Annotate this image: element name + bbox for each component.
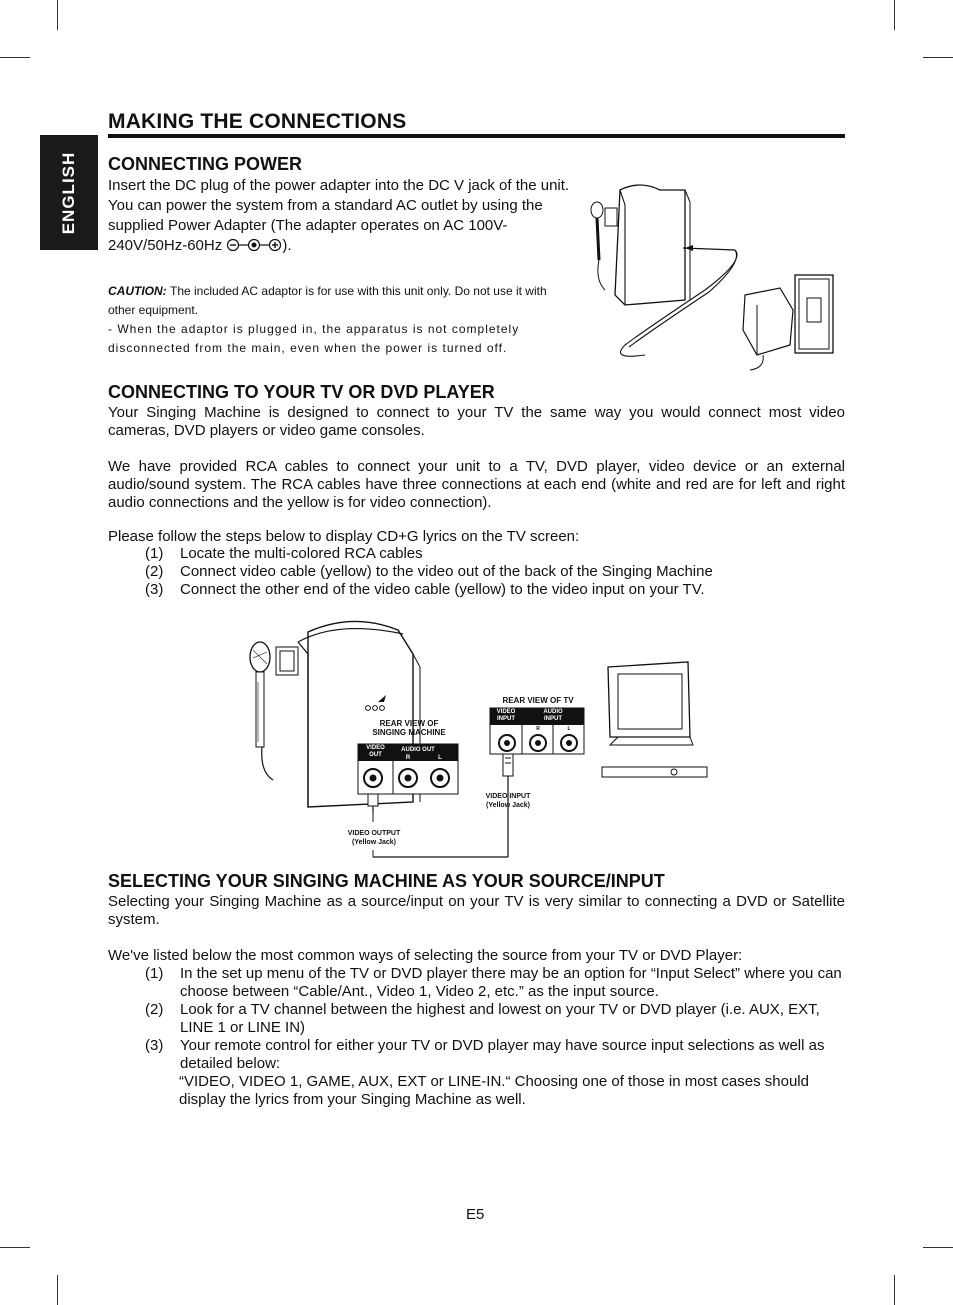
- audio-input-r: R: [536, 726, 540, 732]
- video-input-jack-line1: VIDEO INPUT: [485, 793, 531, 800]
- crop-mark: [923, 57, 953, 58]
- step-text: Locate the multi-colored RCA cables: [180, 545, 423, 562]
- rear-view-sm-label: [354, 719, 464, 737]
- rear-view-sm-line1: REAR VIEW OF: [379, 719, 439, 728]
- audio-input-label: [528, 709, 578, 723]
- video-output-line1: VIDEO OUTPUT: [347, 830, 401, 837]
- video-input-label: [490, 709, 522, 723]
- audio-out-l: L: [438, 755, 442, 761]
- list-item: [108, 965, 845, 1001]
- step-text: Look for a TV channel between the highest and lowest on your TV or DVD player (i.e. AUX, EXT, LINE 1 or LINE IN): [180, 1001, 820, 1036]
- crop-mark: [57, 0, 58, 30]
- source-steps: [108, 965, 845, 1109]
- page-number: E5: [466, 1206, 485, 1223]
- tv-para1: Your Singing Machine is designed to connect to your TV the same way you would connect most video cameras, DVD players or video game consoles.: [108, 404, 845, 439]
- step-number: (3): [145, 1037, 164, 1054]
- audio-input-l: L: [567, 726, 571, 732]
- diagram-drawing: [238, 612, 718, 862]
- tv-para3: Please follow the steps below to display CD+G lyrics on the TV screen:: [108, 528, 580, 545]
- step-number: (1): [145, 965, 164, 982]
- list-item: [108, 581, 845, 599]
- page-title: MAKING THE CONNECTIONS: [108, 110, 407, 133]
- language-tab-label: ENGLISH: [59, 151, 78, 234]
- step-number: (2): [145, 1001, 164, 1018]
- step-text: Connect the other end of the video cable (yellow) to the video input on your TV.: [180, 581, 705, 598]
- video-input-line1: VIDEO: [496, 709, 516, 715]
- connection-diagram: [238, 612, 718, 862]
- video-input-jack-label: [468, 792, 548, 810]
- caution-block: [108, 282, 563, 358]
- video-out-label: [358, 745, 393, 759]
- list-item: [108, 1001, 845, 1037]
- language-tab: [40, 135, 98, 250]
- list-item: [108, 563, 845, 581]
- audio-input-line1: AUDIO: [543, 709, 563, 715]
- crop-mark: [57, 1275, 58, 1305]
- audio-out-r: R: [405, 755, 411, 761]
- video-out-line2: OUT: [369, 752, 382, 758]
- crop-mark: [0, 1247, 30, 1248]
- caution-label: CAUTION:: [108, 284, 170, 298]
- step-text: Your remote control for either your TV or DVD player may have source input selections as well as detailed below:: [180, 1037, 825, 1072]
- list-item: [108, 1037, 845, 1073]
- video-output-line2: (Yellow Jack): [352, 839, 396, 846]
- power-adapter-illustration: [585, 180, 845, 380]
- step-number: (3): [145, 581, 164, 598]
- rear-view-tv-label: REAR VIEW OF TV: [502, 696, 574, 705]
- caution-line1: The included AC adaptor is for use with this unit only. Do not use it with other equipment.: [108, 284, 547, 317]
- video-input-jack-line2: (Yellow Jack): [486, 802, 530, 809]
- crop-mark: [0, 57, 30, 58]
- tv-heading: CONNECTING TO YOUR TV OR DVD PLAYER: [108, 382, 495, 402]
- audio-input-line2: INPUT: [544, 716, 562, 722]
- step-text: In the set up menu of the TV or DVD player there may be an option for “Input Select” where you can choose between “Cable/Ant., Video 1, Video 2, etc.” as the input source.: [180, 965, 842, 1000]
- crop-mark: [894, 0, 895, 30]
- tv-steps: [108, 545, 845, 599]
- rear-view-sm-line2: SINGING MACHINE: [372, 728, 446, 737]
- source-para2: We've listed below the most common ways of selecting the source from your TV or DVD Player:: [108, 947, 743, 964]
- crop-mark: [894, 1275, 895, 1305]
- power-heading: CONNECTING POWER: [108, 154, 303, 174]
- video-output-label: [334, 829, 414, 847]
- power-body-text: Insert the DC plug of the power adapter into the DC V jack of the unit. You can power the system from a standard AC outlet by using the supplied Power Adapter (The adapter operates on AC 100V-240V/50Hz-60Hz: [108, 177, 570, 254]
- polarity-icon: [226, 238, 282, 252]
- tv-para2: We have provided RCA cables to connect your unit to a TV, DVD player, video device or an external audio/sound system. The RCA cables have three connections at each end (white and red are for left and right audio connections and the yellow is for video connection).: [108, 458, 845, 511]
- step-text: Connect video cable (yellow) to the video out of the back of the Singing Machine: [180, 563, 713, 580]
- step-number: (1): [145, 545, 164, 562]
- step3-extra-text: “VIDEO, VIDEO 1, GAME, AUX, EXT or LINE-IN.“ Choosing one of those in most cases should display the lyrics from your Singing Machine as well.: [179, 1073, 809, 1108]
- source-para1: Selecting your Singing Machine as a source/input on your TV is very similar to connecting a DVD or Satellite system.: [108, 893, 845, 928]
- power-body: [108, 176, 570, 256]
- step-number: (2): [145, 563, 164, 580]
- list-item: [108, 545, 845, 563]
- caution-line2: - When the adaptor is plugged in, the apparatus is not completely disconnected from the main, even when the power is turned off.: [108, 322, 520, 355]
- list-item: [108, 1073, 845, 1109]
- source-heading: SELECTING YOUR SINGING MACHINE AS YOUR SOURCE/INPUT: [108, 871, 665, 891]
- video-out-line1: VIDEO: [366, 745, 385, 751]
- polarity-suffix: ).: [282, 237, 292, 254]
- crop-mark: [923, 1247, 953, 1248]
- title-rule: [108, 134, 845, 138]
- video-input-line2: INPUT: [497, 716, 515, 722]
- audio-out-label: AUDIO OUT: [401, 747, 435, 753]
